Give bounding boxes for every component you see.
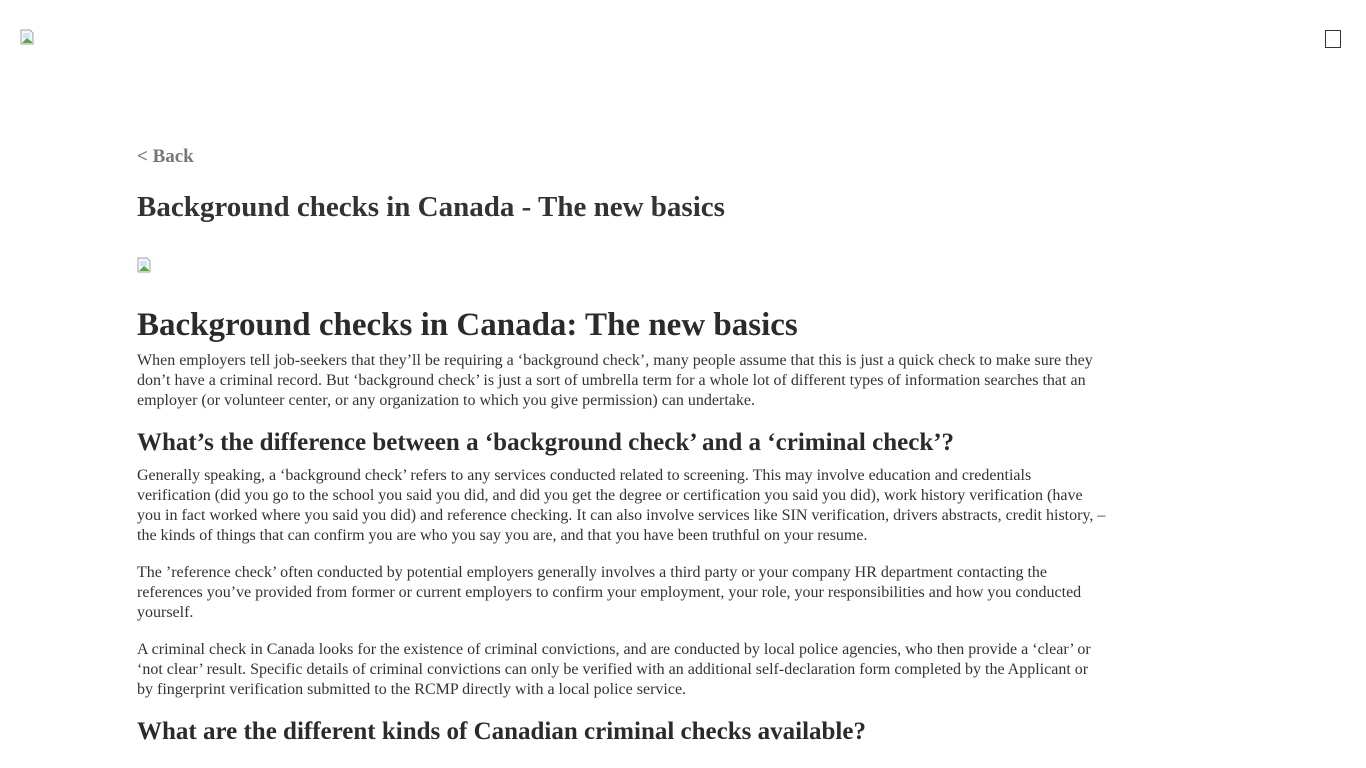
paragraph-reference-check: The ’reference check’ often conducted by potential employers generally involves a third party or your company HR department contacting the references you’ve provided from former or current employers to confirm your employment, your role, your responsibilities and how you conducted yourself. — [137, 564, 1082, 621]
back-link[interactable]: < Back — [137, 146, 194, 167]
article-heading: Background checks in Canada: The new basics — [137, 307, 798, 343]
paragraph-background-check: Generally speaking, a ‘background check’ refers to any services conducted related to screening. This may involve education and credentials verification (did you go to the school you said you did, and did you get the degree or certification you said you did), work history verification (have you in fact worked where you said you did) and reference checking. It can also involve services like SIN verification, drivers abstracts, credit history, – the kinds of things that can confirm you are who you say you are, and that you have been truthful on your resume. — [137, 467, 1106, 544]
menu-toggle-button[interactable] — [1325, 30, 1341, 48]
hero-broken-image-icon — [137, 257, 153, 273]
article-body — [137, 305, 1107, 755]
section-heading-difference: What’s the difference between a ‘background check’ and a ‘criminal check’? — [137, 429, 955, 456]
section-heading-kinds: What are the different kinds of Canadian criminal checks available? — [137, 718, 866, 745]
intro-paragraph: When employers tell job-seekers that they’ll be requiring a ‘background check’, many people assume that this is just a quick check to make sure they don’t have a criminal record. But ‘background check’ is just a sort of umbrella term for a whole lot of different types of information searches that an employer (or volunteer center, or any organization to which you give permission) can undertake. — [137, 352, 1093, 409]
paragraph-criminal-check: A criminal check in Canada looks for the existence of criminal convictions, and are conducted by local police agencies, who then provide a ‘clear’ or ‘not clear’ result. Specific details of criminal convictions can only be verified with an additional self-declaration form completed by the Applicant or by fingerprint verification submitted to the RCMP directly with a local police service. — [137, 641, 1091, 698]
logo-broken-image-icon[interactable] — [20, 29, 36, 45]
page-title: Background checks in Canada - The new basics — [137, 191, 725, 223]
